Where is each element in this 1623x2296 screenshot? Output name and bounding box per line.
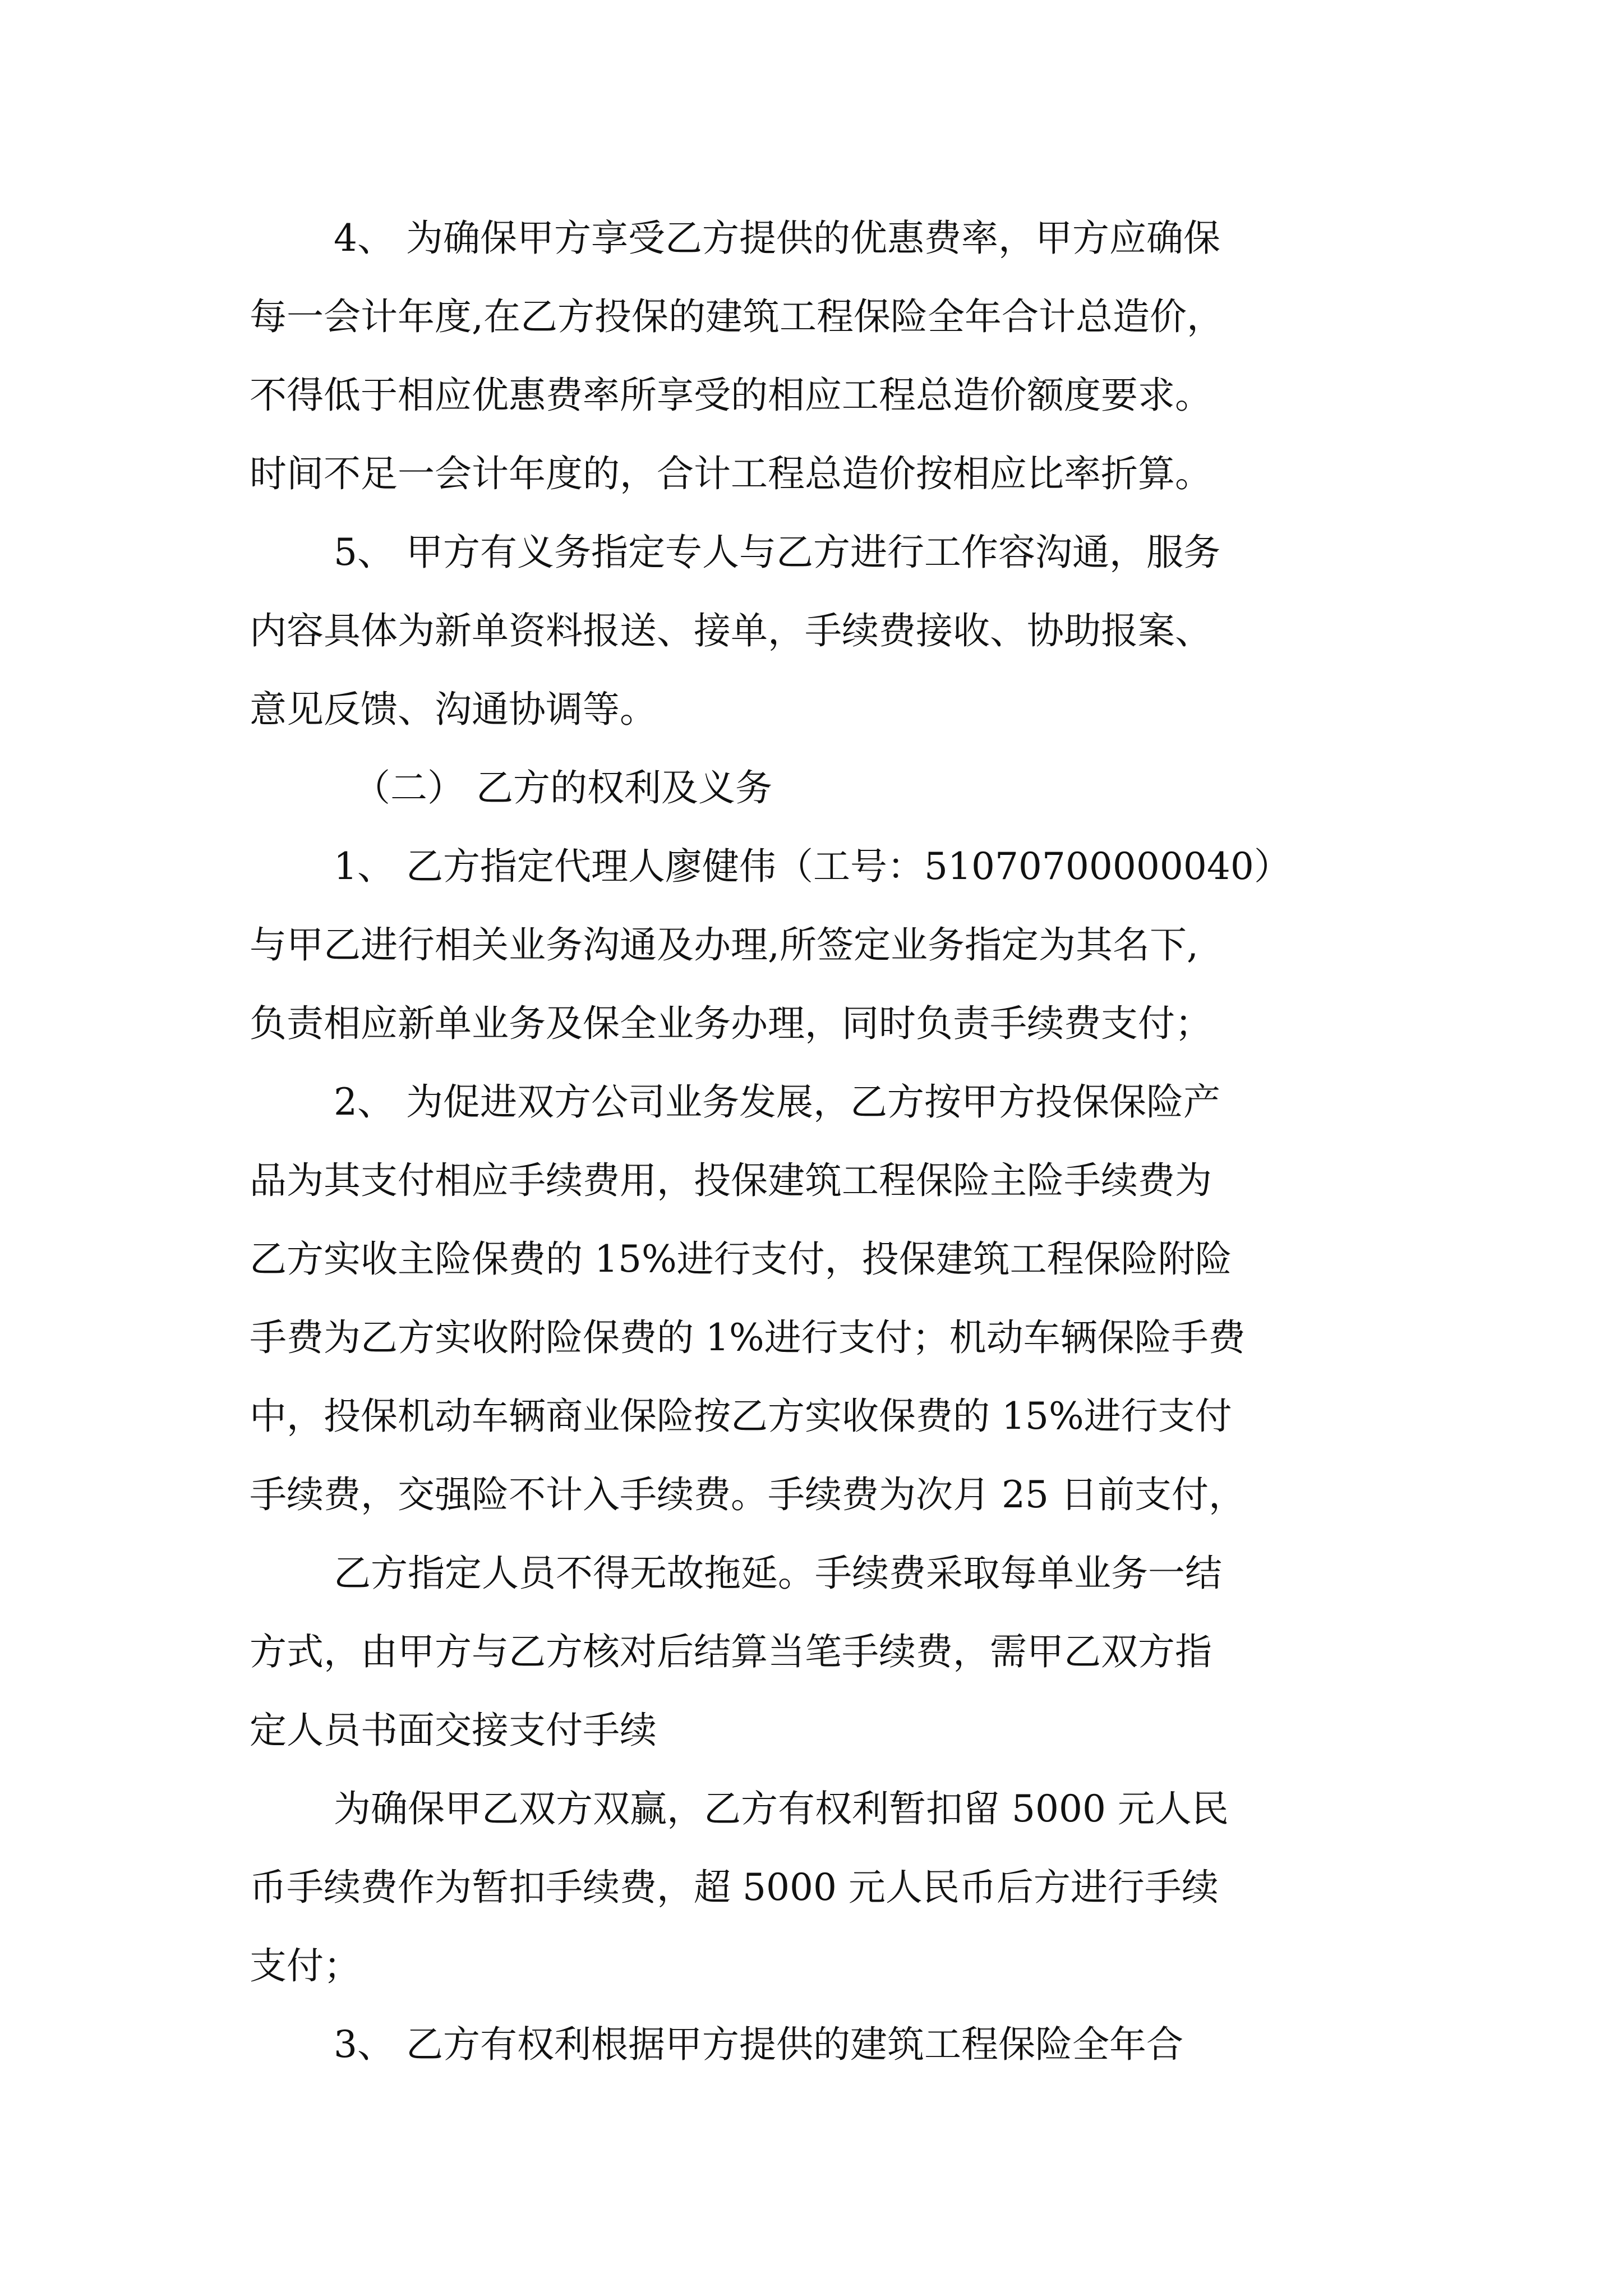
text-line: 币手续费作为暂扣手续费，超 5000 元人民币后方进行手续 [250,1866,1219,1909]
text-line: 为确保甲乙双方双赢，乙方有权利暂扣留 5000 元人民 [334,1787,1229,1830]
text-line: 内容具体为新单资料报送、接单，手续费接收、协助报案、 [250,609,1212,652]
text-line: 乙方指定人员不得无故拖延。手续费采取每单业务一结 [334,1552,1222,1595]
text-line: 乙方实收主险保费的 15%进行支付，投保建筑工程保险附险 [250,1237,1232,1281]
text-line: 每一会计年度,在乙方投保的建筑工程保险全年合计总造价， [250,295,1224,338]
text-line: 5、 甲方有义务指定专人与乙方进行工作容沟通，服务 [334,531,1220,574]
text-line: 品为其支付相应手续费用，投保建筑工程保险主险手续费为 [250,1159,1212,1202]
text-line: 手费为乙方实收附险保费的 1%进行支付；机动车辆保险手费 [250,1316,1246,1359]
text-line: 方式，由甲方与乙方核对后结算当笔手续费，需甲乙双方指 [250,1630,1212,1673]
text-line: 手续费，交强险不计入手续费。手续费为次月 25 日前支付， [250,1473,1246,1516]
text-line: 1、 乙方指定代理人廖健伟（工号：51070700000040） [334,845,1291,888]
text-line: 定人员书面交接支付手续 [250,1709,657,1752]
text-line: 不得低于相应优惠费率所享受的相应工程总造价额度要求。 [250,374,1212,417]
text-line: 3、 乙方有权利根据甲方提供的建筑工程保险全年合 [334,2023,1183,2066]
text-line: 4、 为确保甲方享受乙方提供的优惠费率，甲方应确保 [334,217,1220,260]
text-line: 中，投保机动车辆商业保险按乙方实收保费的 15%进行支付 [250,1395,1232,1438]
text-line: 2、 为促进双方公司业务发展，乙方按甲方投保保险产 [334,1080,1220,1124]
text-line: 与甲乙进行相关业务沟通及办理,所签定业务指定为其名下, [250,923,1198,967]
text-line: 意见反馈、沟通协调等。 [250,688,657,731]
text-line: 支付； [250,1944,361,1987]
text-line: 时间不足一会计年度的，合计工程总造价按相应比率折算。 [250,452,1212,495]
section-heading: （二） 乙方的权利及义务 [353,766,772,809]
text-line: 负责相应新单业务及保全业务办理，同时负责手续费支付； [250,1002,1212,1045]
